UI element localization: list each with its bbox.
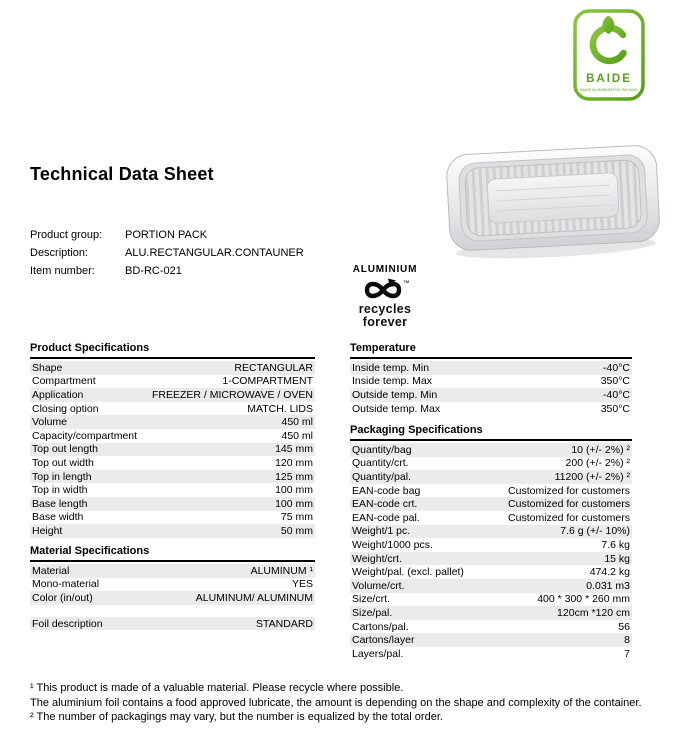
spec-value: 450 ml <box>281 416 313 429</box>
spec-row <box>350 633 632 647</box>
spec-row <box>30 429 315 443</box>
spec-value: 120cm *120 cm <box>557 606 630 619</box>
spec-label: Shape <box>32 361 63 374</box>
spec-row <box>30 483 315 497</box>
spec-label: Quantity/pal. <box>352 470 411 483</box>
spec-row <box>30 388 315 402</box>
section-packaging-specifications <box>350 424 632 661</box>
spec-row <box>30 361 315 375</box>
spec-label: Inside temp. Max <box>352 375 432 388</box>
spec-value: STANDARD <box>256 617 313 630</box>
spec-row <box>30 564 315 578</box>
spec-label: Outside temp. Min <box>352 388 438 401</box>
section-title-material-specifications: Material Specifications <box>30 545 315 562</box>
spec-label: Quantity/bag <box>352 443 412 456</box>
spec-value: 50 mm <box>280 524 313 537</box>
spec-value: YES <box>291 578 313 591</box>
spec-label: EAN-code bag <box>352 484 421 497</box>
spec-value: 1-COMPARTMENT <box>222 375 313 388</box>
footnote-3: ² The number of packagings may vary, but the number is equalized by the total order. <box>30 711 443 723</box>
spec-row <box>30 470 315 484</box>
spec-value: 350°C <box>600 375 630 388</box>
spec-label: Weight/1000 pcs. <box>352 538 433 551</box>
spec-value: 125 mm <box>275 470 313 483</box>
spec-row <box>350 525 632 539</box>
spec-value: 400 * 300 * 260 mm <box>537 593 630 606</box>
spec-label: Volume/crt. <box>352 579 405 592</box>
aluminium-tray-image <box>438 126 668 266</box>
brand-name: BAIDE <box>586 73 632 85</box>
spec-row <box>350 375 632 389</box>
spec-row <box>30 524 315 538</box>
spec-label: Base width <box>32 511 84 524</box>
product-info-row <box>30 226 304 244</box>
section-title-temperature: Temperature <box>350 342 632 359</box>
section-product-specifications <box>30 342 315 538</box>
spec-label: Mono-material <box>32 578 100 591</box>
spec-row <box>350 402 632 416</box>
spec-value: -40°C <box>603 361 630 374</box>
section-temperature <box>350 342 632 415</box>
spec-label: Color (in/out) <box>32 591 93 604</box>
footnotes <box>30 681 642 725</box>
spec-row <box>30 591 315 605</box>
spec-row <box>350 538 632 552</box>
spec-row <box>350 647 632 661</box>
spec-value: 120 mm <box>275 456 313 469</box>
spec-value: 75 mm <box>280 511 313 524</box>
spec-value: 10 (+/- 2%) ² <box>571 443 630 456</box>
product-info-label: Description: <box>30 247 89 259</box>
spec-label: Cartons/pal. <box>352 620 409 633</box>
spec-row <box>30 443 315 457</box>
spec-value: 450 ml <box>281 429 313 442</box>
product-info <box>30 226 304 280</box>
temperature-table <box>350 361 632 415</box>
material-specifications-extra-table <box>30 617 315 631</box>
spec-row <box>350 443 632 457</box>
spec-row <box>350 606 632 620</box>
spec-row <box>350 579 632 593</box>
aluminium-recycles-forever-badge <box>349 264 421 328</box>
section-title-product-specifications: Product Specifications <box>30 342 315 359</box>
spec-row <box>30 511 315 525</box>
spec-value: Customized for customers <box>508 484 630 497</box>
spec-label: Height <box>32 524 63 537</box>
page-title: Technical Data Sheet <box>30 164 214 184</box>
brand-logo <box>572 8 646 102</box>
spec-label: Inside temp. Min <box>352 361 430 374</box>
product-info-value: BD-RC-021 <box>125 265 182 277</box>
product-info-row <box>30 244 304 262</box>
infinity-recycle-icon <box>357 276 413 303</box>
spec-value: 56 <box>618 620 630 633</box>
spec-value: Customized for customers <box>508 511 630 524</box>
spec-row <box>350 361 632 375</box>
spec-label: Material <box>32 564 70 577</box>
spec-row <box>350 620 632 634</box>
spec-row <box>350 388 632 402</box>
brand-tagline: BAIDE ALUMINIUM FOIL PACKING <box>580 88 638 92</box>
spec-label: Volume <box>32 416 68 429</box>
footnote-1: ¹ This product is made of a valuable material. Please recycle where possible. <box>30 682 404 694</box>
product-info-value: ALU.RECTANGULAR.CONTAUNER <box>125 247 304 259</box>
spec-label: Outside temp. Max <box>352 402 441 415</box>
spec-label: Quantity/crt. <box>352 457 409 470</box>
spec-value: Customized for customers <box>508 498 630 511</box>
spec-value: 100 mm <box>275 497 313 510</box>
spec-value: 0.031 m3 <box>586 579 630 592</box>
spec-row <box>350 457 632 471</box>
spec-value: 7.6 kg <box>601 538 630 551</box>
spec-row <box>350 484 632 498</box>
spec-label: Application <box>32 388 84 401</box>
spec-value: 350°C <box>600 402 630 415</box>
section-title-packaging-specifications: Packaging Specifications <box>350 424 632 441</box>
spec-value: 15 kg <box>604 552 630 565</box>
spec-row <box>350 593 632 607</box>
packaging-specifications-table <box>350 443 632 661</box>
spec-label: Top in length <box>32 470 92 483</box>
spec-label: Compartment <box>32 375 96 388</box>
spec-row <box>30 375 315 389</box>
spec-row <box>30 456 315 470</box>
spec-row <box>350 497 632 511</box>
spec-label: Size/crt. <box>352 593 390 606</box>
spec-value: 474.2 kg <box>589 566 630 579</box>
section-material-specifications <box>30 545 315 630</box>
product-info-label: Product group: <box>30 229 103 241</box>
spec-row <box>350 511 632 525</box>
spec-label: Top out width <box>32 456 94 469</box>
product-info-row <box>30 262 304 280</box>
spec-value: -40°C <box>603 388 630 401</box>
spec-label: Cartons/layer <box>352 634 415 647</box>
trademark-symbol: ™ <box>403 280 410 287</box>
spec-row <box>30 578 315 592</box>
spec-value: ALUMINUM ¹ <box>250 564 313 577</box>
spec-label: Top out length <box>32 443 98 456</box>
brand-leaf-icon <box>572 8 646 102</box>
recycle-badge-title: ALUMINIUM <box>352 264 418 275</box>
spec-label: Foil description <box>32 617 103 630</box>
spec-value: 7.6 g (+/- 10%) <box>560 525 630 538</box>
spec-row <box>350 470 632 484</box>
footnote-2: The aluminium foil contains a food approved lubricate, the amount is depending on the shape and complexity of the container. <box>30 696 642 709</box>
spec-value: 7 <box>624 647 630 660</box>
spec-value: FREEZER / MICROWAVE / OVEN <box>151 388 313 401</box>
spec-row <box>30 415 315 429</box>
spec-value: 200 (+/- 2%) ² <box>565 457 630 470</box>
spec-label: Size/pal. <box>352 606 393 619</box>
spec-value: 11200 (+/- 2%) ² <box>554 470 630 483</box>
spec-row <box>30 617 315 631</box>
spec-label: Closing option <box>32 402 99 415</box>
spec-value: 145 mm <box>275 443 313 456</box>
spec-value: ALUMINUM/ ALUMINUM <box>195 591 313 604</box>
material-specifications-table <box>30 564 315 605</box>
spec-value: 100 mm <box>275 484 313 497</box>
recycle-badge-line2: forever <box>362 314 408 329</box>
spec-value: MATCH. LIDS <box>247 402 313 415</box>
spec-row <box>30 497 315 511</box>
spec-value: 8 <box>624 634 630 647</box>
spec-row <box>30 402 315 416</box>
spec-row <box>350 565 632 579</box>
spec-label: Top in width <box>32 484 88 497</box>
spec-label: EAN-code crt. <box>352 498 418 511</box>
spec-label: EAN-code pal. <box>352 511 420 524</box>
recycle-badge-line1: recycles <box>358 302 412 316</box>
spec-value: RECTANGULAR <box>234 361 313 374</box>
spec-label: Weight/crt. <box>352 552 402 565</box>
spec-label: Base length <box>32 497 88 510</box>
product-info-label: Item number: <box>30 265 95 277</box>
spec-label: Capacity/compartment <box>32 429 138 442</box>
product-info-value: PORTION PACK <box>125 229 208 241</box>
spec-label: Weight/1 pc. <box>352 525 411 538</box>
spec-label: Layers/pal. <box>352 647 404 660</box>
spec-row <box>350 552 632 566</box>
spec-label: Weight/pal. (excl. pallet) <box>352 566 464 579</box>
product-specifications-table <box>30 361 315 538</box>
product-photo <box>438 126 668 266</box>
